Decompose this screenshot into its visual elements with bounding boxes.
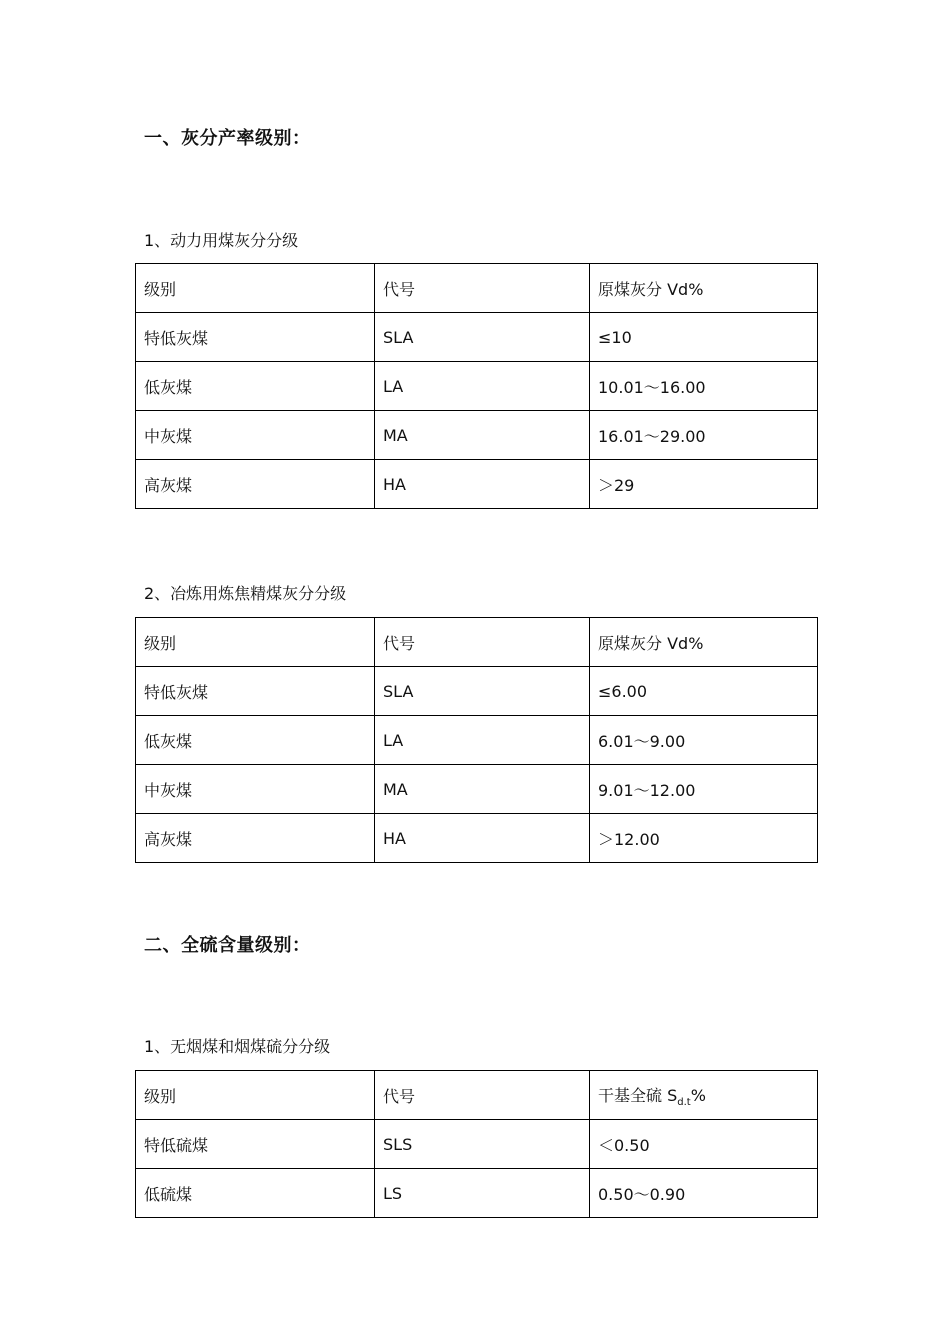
cell-value: ≤10 xyxy=(590,313,818,362)
cell-value: ＞12.00 xyxy=(590,814,818,863)
header-ash: 原煤灰分 Vd% xyxy=(590,264,818,313)
caption-power-coal-ash: 1、动力用煤灰分分级 xyxy=(144,231,299,250)
cell-code: LA xyxy=(375,716,590,765)
cell-code: MA xyxy=(375,411,590,460)
header-ash: 原煤灰分 Vd% xyxy=(590,618,818,667)
cell-value: 0.50～0.90 xyxy=(590,1169,818,1218)
header-grade: 级别 xyxy=(136,618,375,667)
cell-grade: 特低硫煤 xyxy=(136,1120,375,1169)
cell-value: 6.01～9.00 xyxy=(590,716,818,765)
cell-code: LS xyxy=(375,1169,590,1218)
header-sulfur xyxy=(590,1071,818,1120)
header-code: 代号 xyxy=(375,264,590,313)
cell-value: 10.01～16.00 xyxy=(590,362,818,411)
table-row xyxy=(136,765,818,814)
header-grade: 级别 xyxy=(136,264,375,313)
caption-anthracite-sulfur: 1、无烟煤和烟煤硫分分级 xyxy=(144,1037,331,1056)
cell-grade: 低硫煤 xyxy=(136,1169,375,1218)
cell-code: SLA xyxy=(375,313,590,362)
table-row xyxy=(136,1169,818,1218)
cell-value: ≤6.00 xyxy=(590,667,818,716)
cell-grade: 中灰煤 xyxy=(136,765,375,814)
table-row xyxy=(136,362,818,411)
cell-value: 16.01～29.00 xyxy=(590,411,818,460)
header-grade: 级别 xyxy=(136,1071,375,1120)
section-heading-sulfur: 二、全硫含量级别： xyxy=(144,935,311,956)
table-header-row xyxy=(136,264,818,313)
cell-grade: 特低灰煤 xyxy=(136,667,375,716)
header-sulfur-prefix: 干基全硫 S xyxy=(598,1085,678,1105)
table-row xyxy=(136,460,818,509)
header-sulfur-subscript: d.t xyxy=(677,1096,691,1108)
cell-value: 9.01～12.00 xyxy=(590,765,818,814)
cell-code: HA xyxy=(375,814,590,863)
cell-code: MA xyxy=(375,765,590,814)
table-row xyxy=(136,411,818,460)
table-header-row xyxy=(136,618,818,667)
header-code: 代号 xyxy=(375,1071,590,1120)
cell-code: SLS xyxy=(375,1120,590,1169)
cell-grade: 低灰煤 xyxy=(136,716,375,765)
header-sulfur-suffix: % xyxy=(690,1085,706,1105)
table-row xyxy=(136,814,818,863)
table-row xyxy=(136,667,818,716)
cell-grade: 高灰煤 xyxy=(136,460,375,509)
coking-coal-ash-table xyxy=(135,617,818,863)
cell-code: SLA xyxy=(375,667,590,716)
cell-grade: 低灰煤 xyxy=(136,362,375,411)
power-coal-ash-table xyxy=(135,263,818,509)
table-row xyxy=(136,313,818,362)
cell-value: ＞29 xyxy=(590,460,818,509)
section-heading-ash: 一、灰分产率级别： xyxy=(144,128,311,149)
cell-grade: 特低灰煤 xyxy=(136,313,375,362)
cell-grade: 中灰煤 xyxy=(136,411,375,460)
table-header-row xyxy=(136,1071,818,1120)
cell-code: HA xyxy=(375,460,590,509)
table-row xyxy=(136,1120,818,1169)
caption-coking-coal-ash: 2、冶炼用炼焦精煤灰分分级 xyxy=(144,584,347,603)
table-row xyxy=(136,716,818,765)
sulfur-table xyxy=(135,1070,818,1218)
cell-code: LA xyxy=(375,362,590,411)
cell-value: ＜0.50 xyxy=(590,1120,818,1169)
header-code: 代号 xyxy=(375,618,590,667)
cell-grade: 高灰煤 xyxy=(136,814,375,863)
